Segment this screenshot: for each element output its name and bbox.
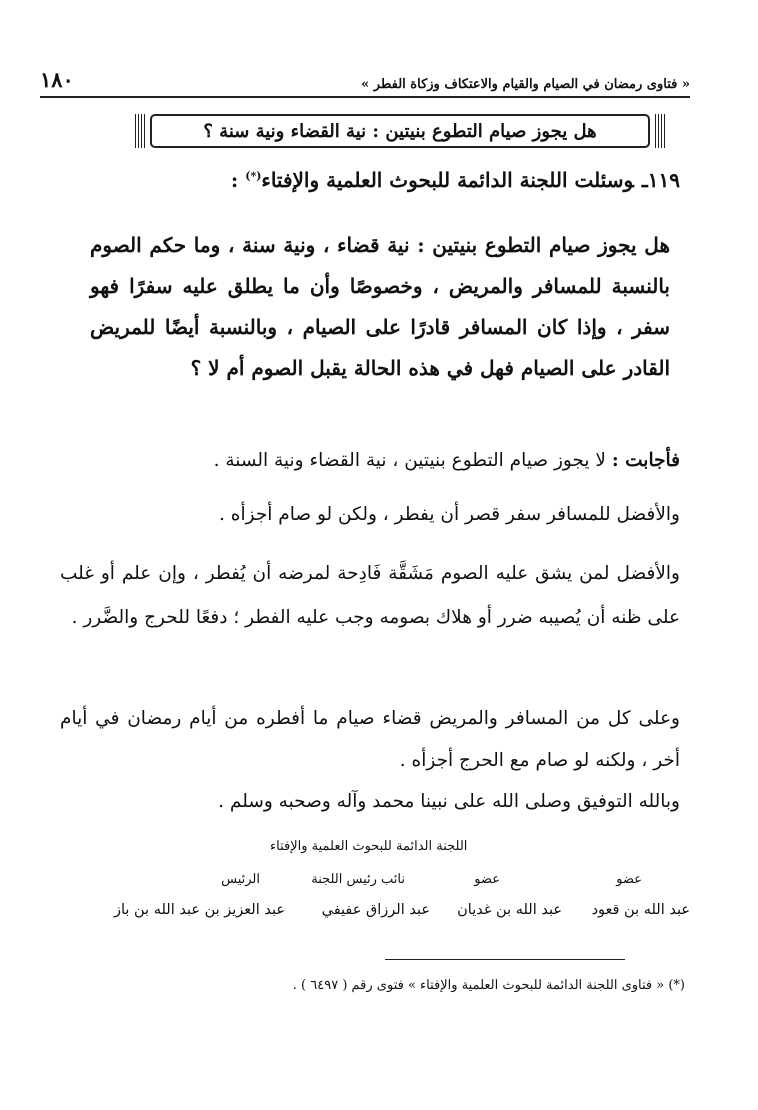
page-number: ١٨٠ — [40, 67, 74, 92]
signature-name-1: عبد الله بن قعود — [591, 902, 690, 918]
signature-name-4: عبد العزيز بن عبد الله بن باز — [113, 902, 285, 918]
answer-paragraph-1 — [60, 450, 710, 471]
question-number: ١١٩ـ — [641, 168, 680, 192]
question-body: هل يجوز صيام التطوع بنيتين : نية قضاء ، ونية سنة ، وما حكم الصوم بالنسبة للمسافر والمريض ، وخصوصًا وأن ما يطلق عليه سفرًا فهو سفر ، وإذا كان المسافر قادرًا على الصيام ، وبالنسبة أيضًا للمريض القادر على الصيام فهل في هذه الحالة يقبل الصوم أم لا ؟ — [90, 233, 670, 380]
signature-name-2: عبد الله بن غديان — [457, 902, 562, 918]
answer-paragraph-2: والأفضل للمسافر سفر قصر أن يفطر ، ولكن لو صام أجزأه . — [219, 504, 680, 525]
banner-ornament-right — [655, 114, 665, 148]
section-banner — [135, 114, 665, 148]
signature-role-3: نائب رئيس اللجنة — [311, 872, 405, 887]
question-heading-end: : — [230, 168, 246, 192]
answer-label: فأجابت : — [611, 450, 680, 471]
footnote-rule — [385, 959, 625, 960]
question-heading-text: وسئلت اللجنة الدائمة للبحوث العلمية والإفتاء — [261, 168, 634, 192]
signature-role-2: عضو — [474, 872, 500, 887]
footnote: (*) « فتاوى اللجنة الدائمة للبحوث العلمية والإفتاء » فتوى رقم ( ٦٤٩٧ ) . — [292, 978, 685, 993]
committee-name: اللجنة الدائمة للبحوث العلمية والإفتاء — [270, 839, 468, 854]
footnote-marker: (*) — [245, 169, 262, 183]
answer-paragraph-3: والأفضل لمن يشق عليه الصوم مَشَقَّة فَادِحة لمرضه أن يُفطر ، وإن علم أو غلب على ظنه أن يُصيبه ضرر أو هلاك بصومه وجب عليه الفطر ؛ دفعًا للحرج والضَّرر . — [60, 563, 680, 628]
header-rule — [40, 96, 690, 98]
question-heading — [40, 168, 680, 192]
banner-ornament-left — [135, 114, 145, 148]
running-header — [40, 62, 690, 92]
answer-paragraph-5: وبالله التوفيق وصلى الله على نبينا محمد وآله وصحبه وسلم . — [218, 791, 680, 812]
banner-title: هل يجوز صيام التطوع بنيتين : نية القضاء ونية سنة ؟ — [150, 114, 650, 148]
running-title: « فتاوى رمضان في الصيام والقيام والاعتكاف وزكاة الفطر » — [361, 77, 690, 92]
signature-name-3: عبد الرزاق عفيفي — [321, 902, 430, 918]
signature-role-1: عضو — [616, 872, 642, 887]
signature-role-4: الرئيس — [221, 872, 260, 887]
answer-text-1: لا يجوز صيام التطوع بنيتين ، نية القضاء ونية السنة . — [213, 450, 606, 471]
answer-paragraph-4: وعلى كل من المسافر والمريض قضاء صيام ما أفطره من أيام رمضان في أيام أخر ، ولكنه لو صام مع الحرج أجزأه . — [60, 708, 680, 771]
